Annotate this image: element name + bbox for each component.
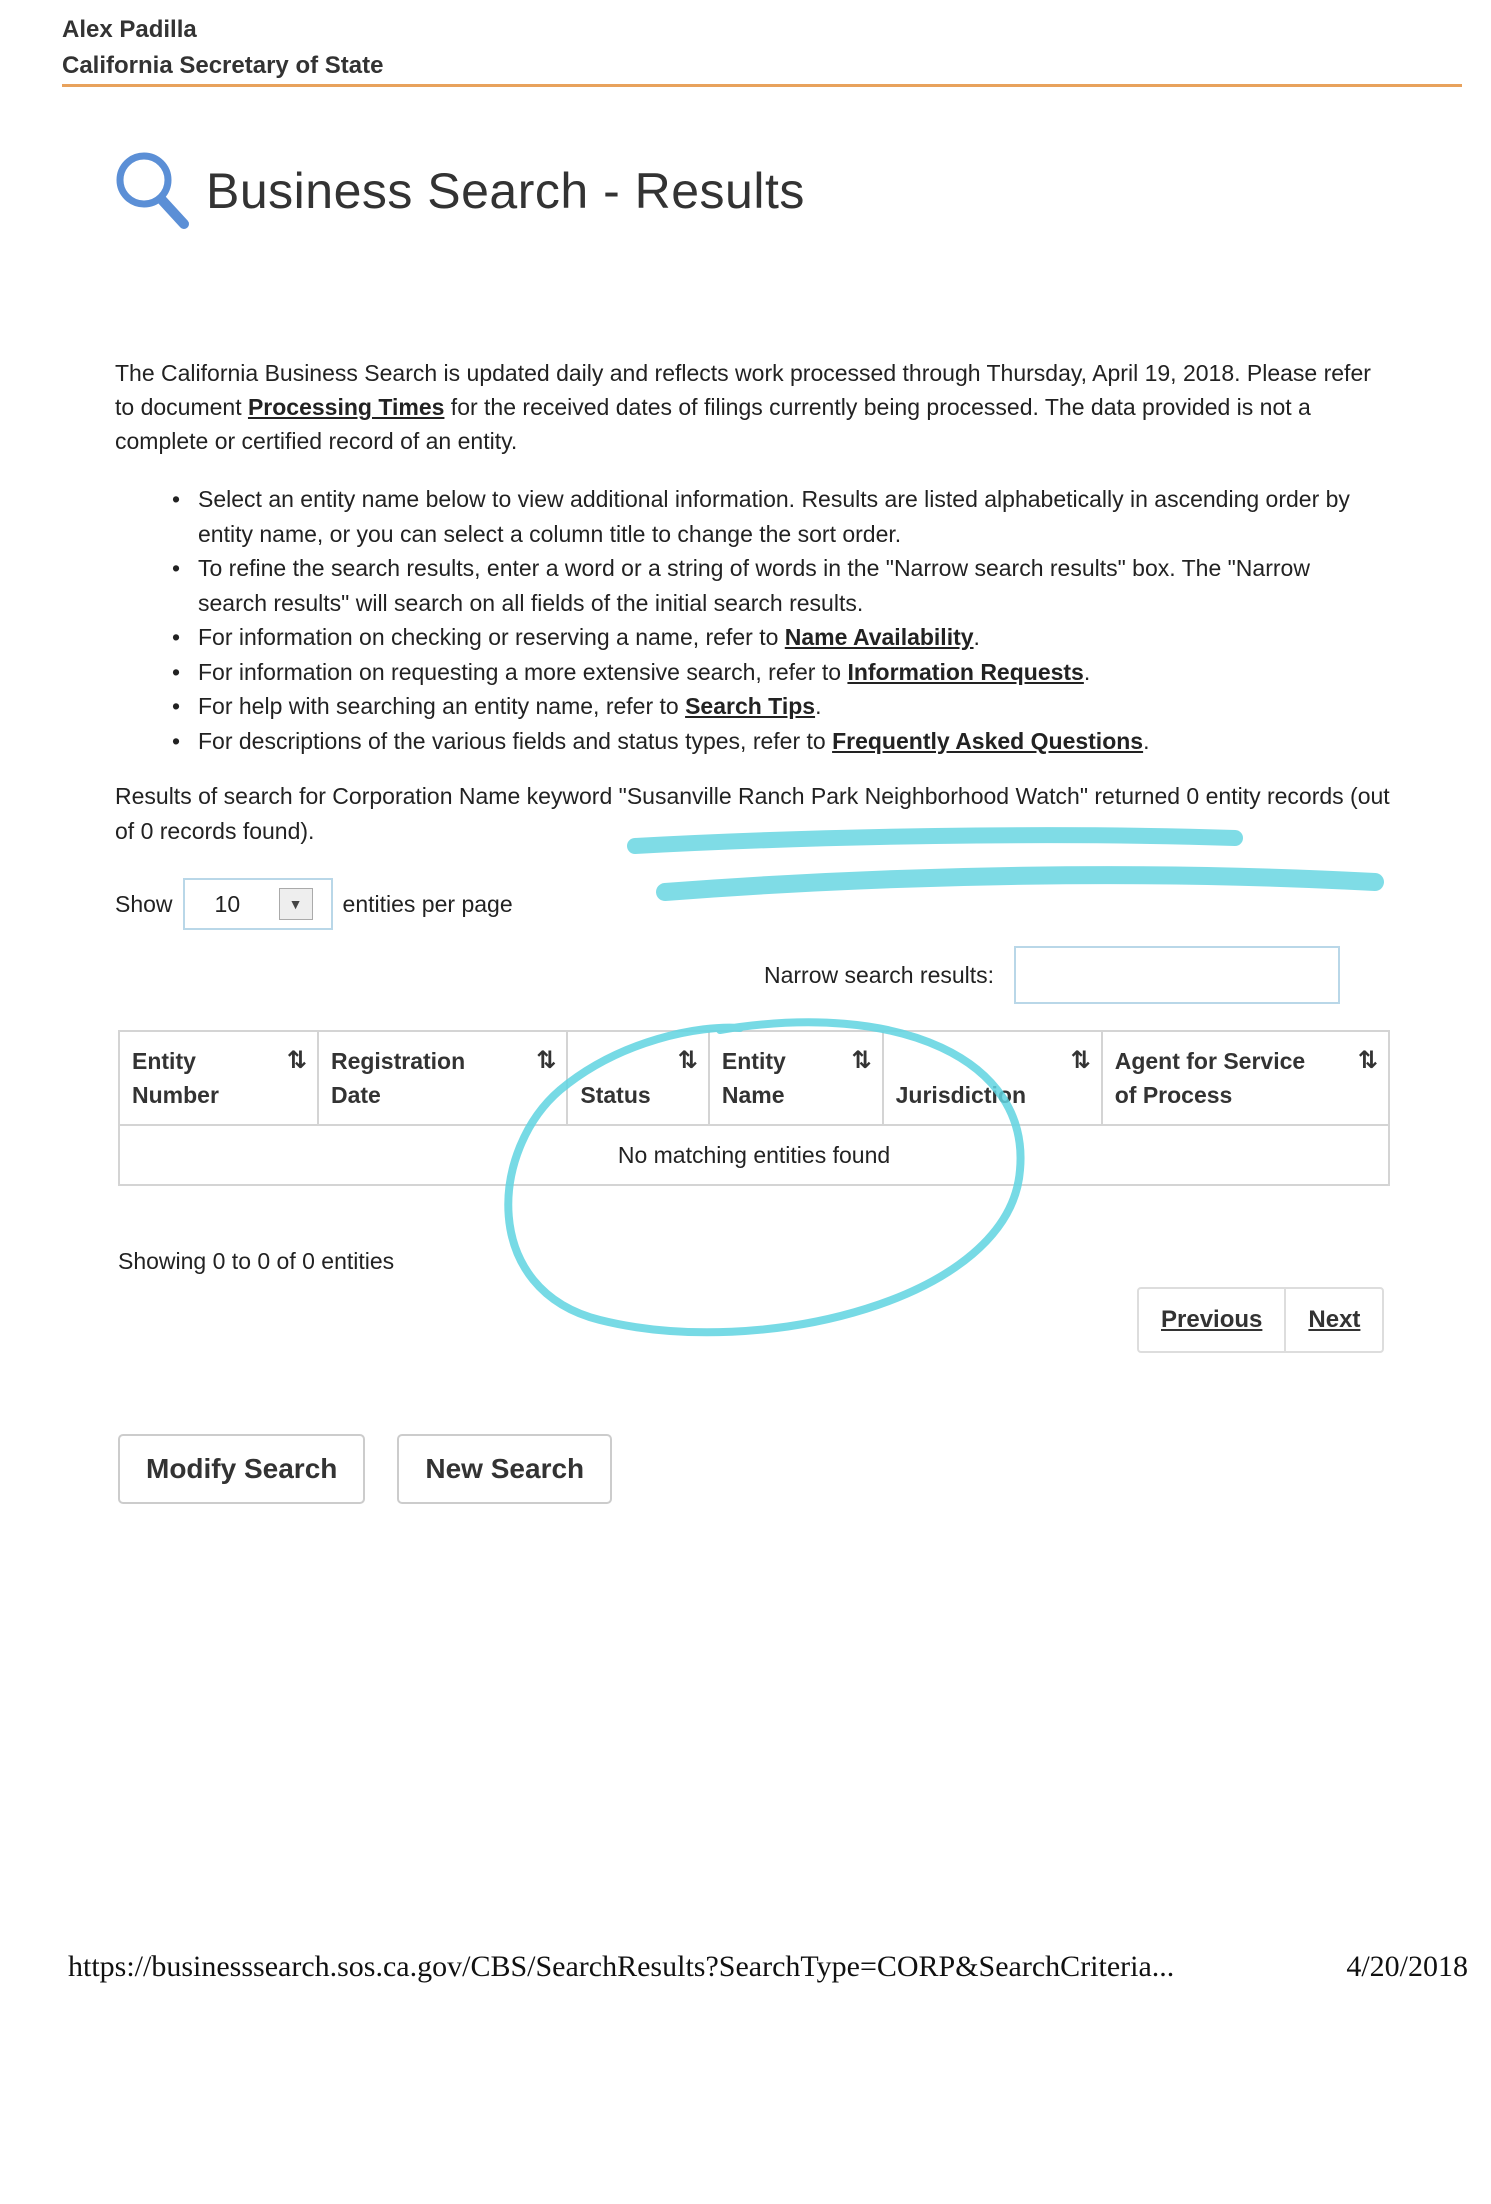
page-size-select[interactable] (183, 878, 333, 930)
sort-arrows-icon[interactable]: ⇅ (1357, 1047, 1378, 1074)
next-page-button[interactable]: Next (1284, 1289, 1382, 1351)
empty-results-message: No matching entities found (119, 1125, 1389, 1185)
column-header-entity-name[interactable] (709, 1031, 883, 1125)
search-summary: Results of search for Corporation Name keyword "Susanville Ranch Park Neighborhood Watch" returned 0 entity records (out of 0 records found). (115, 783, 1390, 844)
sort-ascending-icon[interactable]: ⇅ (851, 1047, 872, 1074)
list-item (168, 620, 1368, 655)
column-label: Status (580, 1082, 651, 1108)
bullet-text: To refine the search results, enter a word or a string of words in the "Narrow search results" box. The "Narrow search results" will search on all fields of the initial search results. (198, 555, 1310, 616)
bullet-text: Select an entity name below to view additional information. Results are listed alphabetically in ascending order by entity name, or you can select a column title to change the sort order. (198, 486, 1350, 547)
sort-arrows-icon[interactable]: ⇅ (536, 1047, 557, 1074)
column-label: Date (330, 1082, 381, 1108)
column-label: Registration (330, 1048, 466, 1074)
page-size-value: 10 (214, 890, 241, 917)
list-item (168, 551, 1368, 620)
help-list (168, 482, 1368, 758)
page-url: https://businesssearch.sos.ca.gov/CBS/SearchResults?SearchType=CORP&SearchCriteria... (68, 1950, 1175, 1983)
header-name: Alex Padilla (62, 16, 197, 43)
column-header-registration-date[interactable] (318, 1031, 567, 1125)
column-header-entity-number[interactable] (119, 1031, 318, 1125)
bullet-text: For information on requesting a more extensive search, refer to (198, 658, 848, 685)
list-item (168, 724, 1368, 759)
bullet-period: . (815, 693, 822, 719)
column-label: Agent for Service (1114, 1048, 1306, 1074)
sort-arrows-icon[interactable]: ⇅ (677, 1047, 698, 1074)
column-label: Jurisdiction (895, 1082, 1026, 1108)
column-header-agent[interactable] (1102, 1031, 1389, 1125)
intro-text-2: for the received dates of filings currently being processed. The data provided is not a complete or certified record of an entity. (115, 394, 1311, 454)
new-search-button[interactable]: New Search (397, 1434, 612, 1504)
information-requests-link[interactable]: Information Requests (847, 658, 1084, 685)
name-availability-link[interactable]: Name Availability (784, 624, 974, 650)
bullet-period: . (973, 624, 980, 650)
chevron-down-icon[interactable]: ▼ (279, 888, 313, 920)
narrow-search-control (764, 946, 1340, 1004)
column-label: Entity (132, 1048, 196, 1074)
print-footer (68, 1950, 1468, 1984)
bullet-period: . (1083, 658, 1091, 685)
pagination (1137, 1287, 1384, 1353)
header-office: California Secretary of State (62, 52, 384, 79)
list-item (168, 689, 1368, 724)
intro-text-1: The California Business Search is updated daily and reflects work processed through Thursday, April 19, 2018. Please refer to document (115, 360, 1371, 420)
processing-times-link[interactable]: Processing Times (247, 394, 445, 420)
bullet-text: For help with searching an entity name, refer to (198, 693, 686, 719)
column-label: Entity (721, 1048, 786, 1074)
intro-paragraph (115, 356, 1385, 458)
narrow-label: Narrow search results: (764, 961, 995, 988)
table-row (119, 1125, 1389, 1185)
table-header-row (119, 1031, 1389, 1125)
show-suffix: entities per page (342, 890, 513, 917)
bullet-text: For information on checking or reserving a name, refer to (198, 624, 785, 650)
site-header (62, 12, 383, 84)
column-label: of Process (1114, 1082, 1233, 1108)
bullet-text: For descriptions of the various fields and status types, refer to (198, 727, 833, 754)
faq-link[interactable]: Frequently Asked Questions (832, 727, 1144, 754)
list-item (168, 655, 1368, 690)
search-tips-link[interactable]: Search Tips (685, 693, 816, 719)
header-divider (62, 84, 1462, 87)
page-title-block (112, 148, 805, 234)
bullet-period: . (1143, 727, 1150, 754)
print-date: 4/20/2018 (1346, 1950, 1468, 1983)
narrow-search-input[interactable] (1014, 946, 1340, 1004)
sort-arrows-icon[interactable]: ⇅ (286, 1047, 307, 1074)
show-label: Show (115, 890, 173, 917)
column-label: Name (721, 1082, 785, 1108)
list-item (168, 482, 1368, 551)
page-size-control (115, 878, 513, 930)
page-title: Business Search - Results (206, 163, 805, 219)
magnifying-glass-icon (112, 148, 192, 234)
column-header-status[interactable] (567, 1031, 709, 1125)
column-header-jurisdiction[interactable] (883, 1031, 1102, 1125)
column-label: Number (132, 1082, 219, 1108)
results-table (118, 1030, 1390, 1186)
previous-page-button[interactable]: Previous (1161, 1306, 1263, 1333)
action-buttons (118, 1434, 644, 1504)
sort-arrows-icon[interactable]: ⇅ (1070, 1047, 1091, 1074)
modify-search-button[interactable]: Modify Search (118, 1434, 365, 1504)
results-count: Showing 0 to 0 of 0 entities (118, 1248, 395, 1274)
